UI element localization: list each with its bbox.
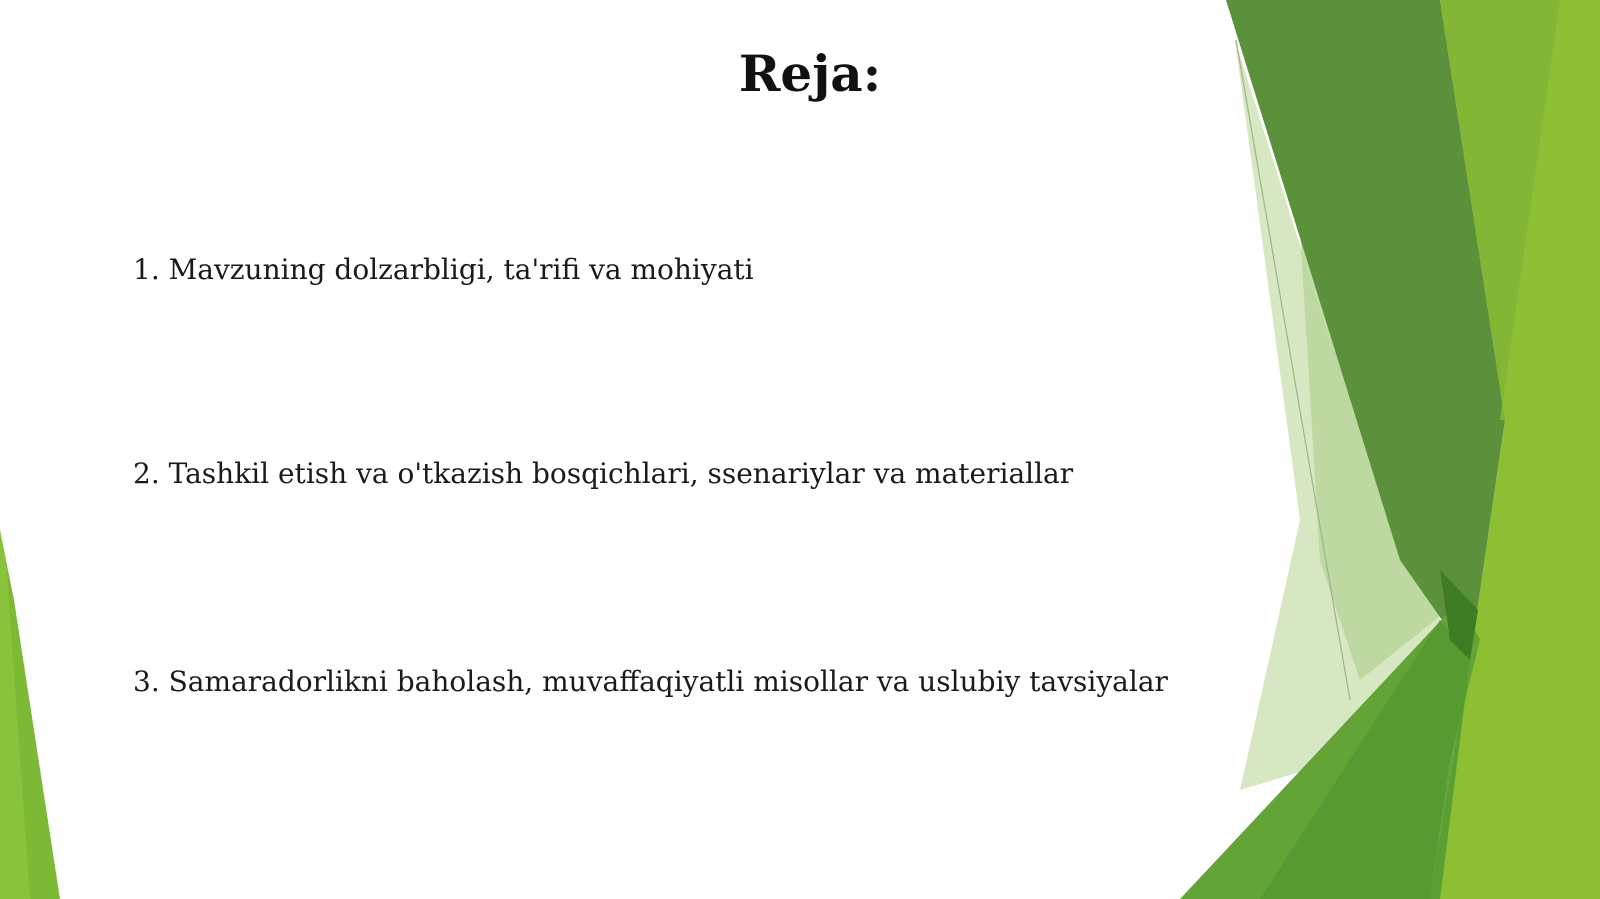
plan-item-1: 1. Mavzuning dolzarbligi, ta'rifi va mohiyati bbox=[133, 253, 754, 286]
plan-item-2: 2. Tashkil etish va o'tkazish bosqichlari, ssenariylar va materiallar bbox=[133, 457, 1074, 490]
plan-item-3: 3. Samaradorlikni baholash, muvaffaqiyatli misollar va uslubiy tavsiyalar bbox=[133, 665, 1168, 698]
slide-title: Reja: bbox=[738, 44, 882, 103]
